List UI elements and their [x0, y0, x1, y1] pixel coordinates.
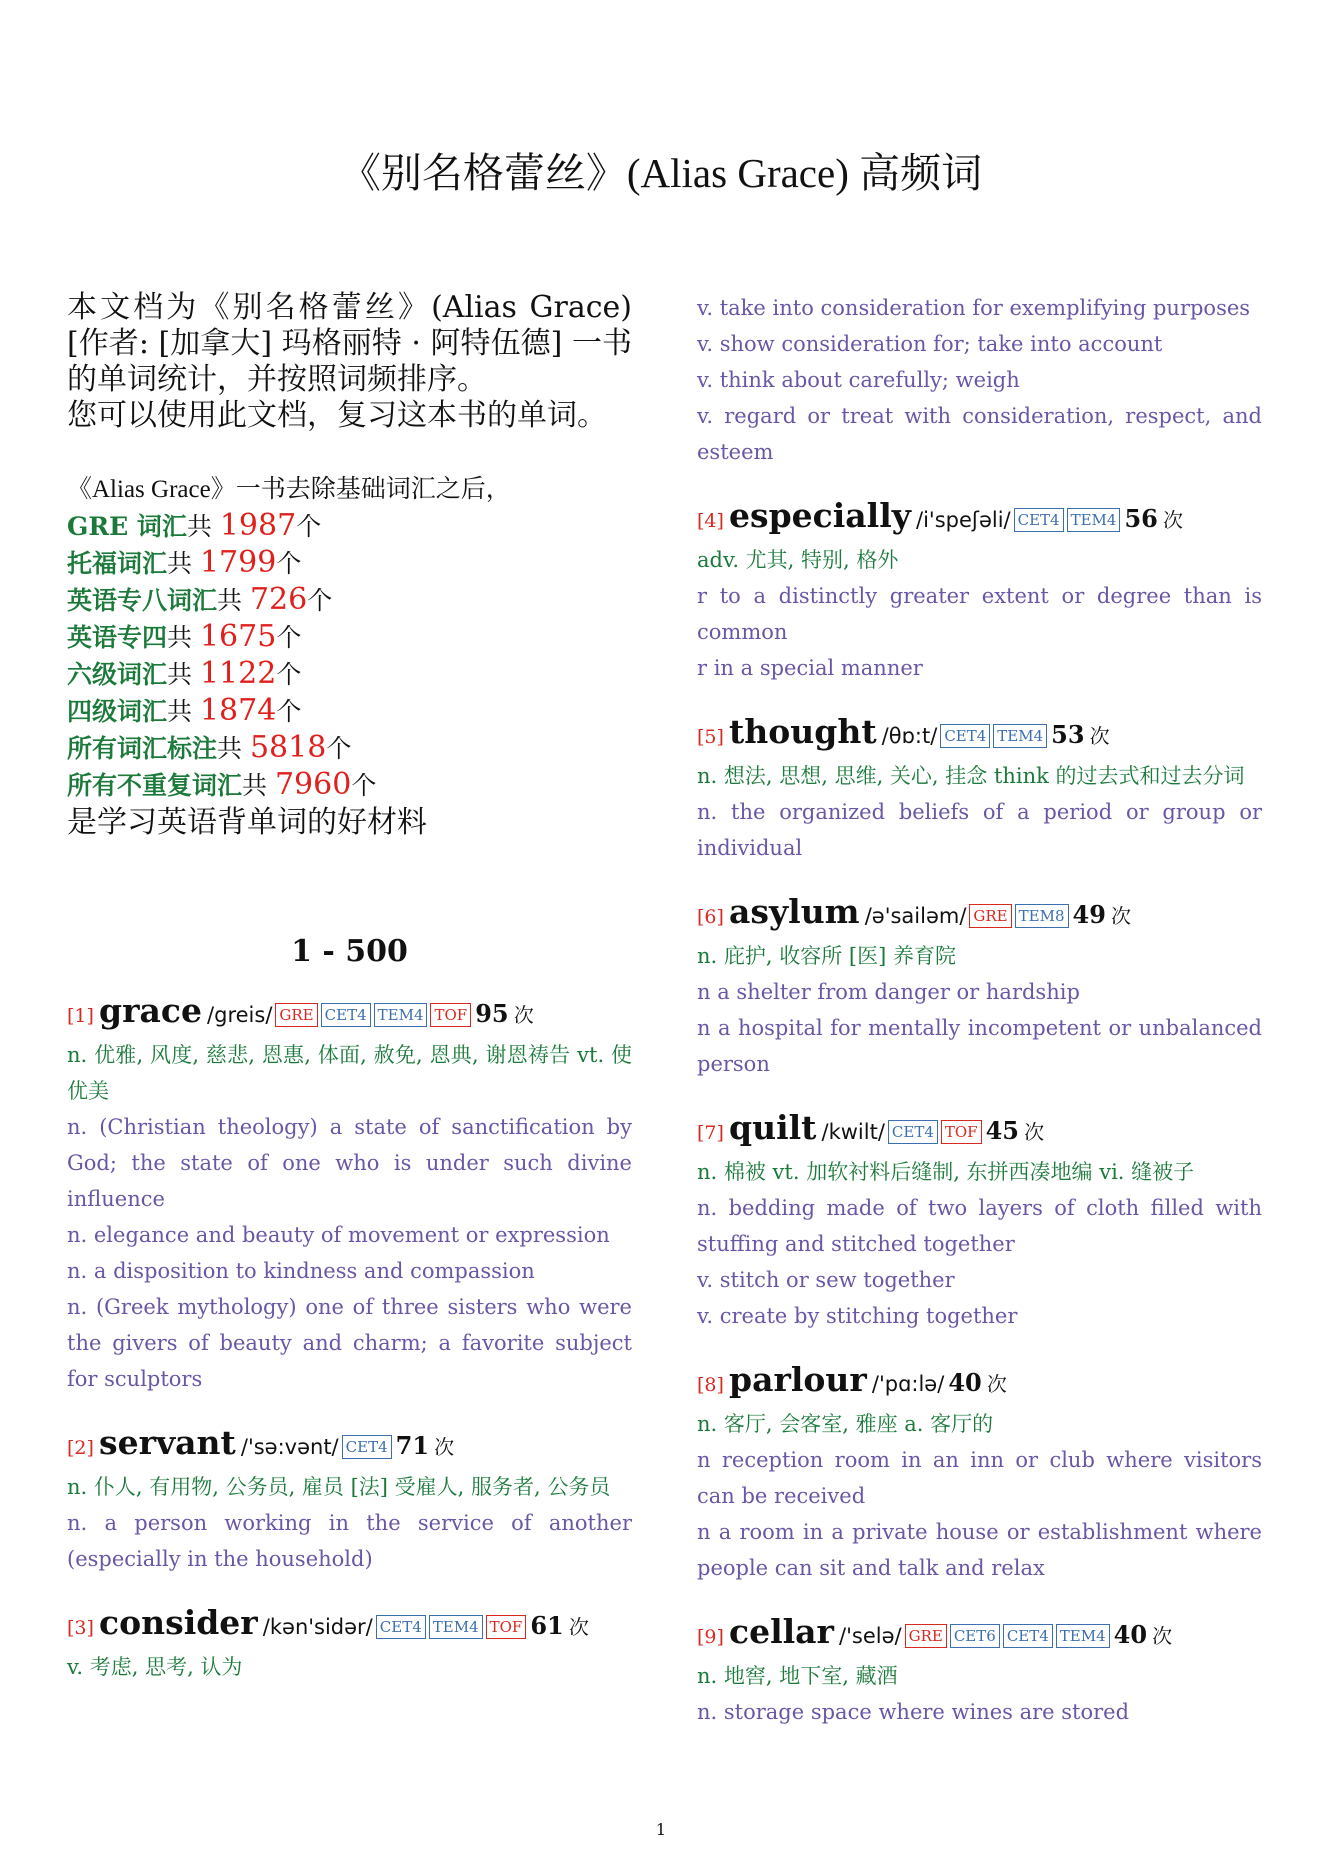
tag-badge: CET4	[376, 1615, 426, 1639]
stat-row	[67, 619, 632, 656]
headword: servant	[99, 1423, 236, 1462]
english-definition: n a shelter from danger or hardship	[697, 980, 1080, 1004]
phonetic: /i'speʃəli/	[916, 508, 1011, 532]
tag-badge: GRE	[905, 1624, 947, 1648]
stat-count: 1987	[219, 508, 297, 543]
entry-number: [4]	[697, 510, 724, 532]
stat-count: 1799	[199, 545, 277, 580]
stat-count: 1874	[199, 693, 277, 728]
headword: asylum	[729, 892, 860, 931]
stat-count: 726	[249, 582, 308, 617]
tag-badge: CET6	[950, 1624, 1000, 1648]
stat-label: 所有不重复词汇	[67, 771, 243, 800]
count-suffix: 次	[568, 1615, 589, 1639]
word-entry	[697, 712, 1262, 866]
stat-row	[67, 767, 632, 804]
right-entries	[697, 496, 1262, 1730]
entry-head	[697, 496, 1262, 542]
stat-unit: 个	[296, 512, 322, 541]
count-suffix: 次	[513, 1003, 534, 1027]
count-suffix: 次	[1111, 904, 1131, 928]
stat-label: 六级词汇	[67, 660, 168, 689]
stat-mid: 共	[167, 623, 200, 652]
tag-badge: GRE	[969, 904, 1011, 928]
phonetic: /kən'sidər/	[262, 1615, 373, 1639]
stat-row	[67, 582, 632, 619]
english-definition: n. a person working in the service of another (especially in the household)	[67, 1511, 632, 1571]
stat-mid: 共	[167, 660, 200, 689]
stats-block	[67, 472, 632, 842]
count-suffix: 次	[1162, 508, 1183, 532]
stat-mid: 共	[167, 549, 200, 578]
consider-continued	[697, 290, 1262, 470]
english-definition: v. show consideration for; take into account	[697, 332, 1163, 356]
chinese-definition: n. 地窖, 地下室, 藏酒	[697, 1664, 898, 1688]
page-number: 1	[655, 1820, 667, 1839]
chinese-definition: n. 优雅, 风度, 慈悲, 恩惠, 体面, 赦免, 恩典, 谢恩祷告 vt. 使优美	[67, 1043, 632, 1103]
phonetic: /'selə/	[839, 1624, 902, 1648]
frequency-count: 53	[1051, 720, 1085, 749]
entry-number: [8]	[697, 1374, 724, 1396]
count-suffix: 次	[1152, 1624, 1173, 1648]
entry-number: [1]	[67, 1005, 94, 1027]
english-definition: n a room in a private house or establishment where people can sit and talk and relax	[697, 1520, 1262, 1580]
stat-row	[67, 656, 632, 693]
tag-badge: GRE	[275, 1003, 317, 1027]
chinese-definition: adv. 尤其, 特别, 格外	[697, 548, 899, 572]
word-entry	[67, 1603, 632, 1685]
word-entry	[697, 1360, 1262, 1586]
headword: especially	[729, 496, 911, 535]
range-heading: 1 - 500	[291, 934, 408, 969]
stat-count: 5818	[249, 730, 327, 765]
tag-badge: TEM4	[1067, 508, 1121, 532]
right-column	[697, 290, 1262, 1756]
word-entry	[697, 1108, 1262, 1334]
frequency-count: 71	[395, 1431, 430, 1460]
tag-badge: CET4	[940, 724, 990, 748]
stat-label: 托福词汇	[67, 549, 168, 578]
page-title: 《别名格蕾丝》(Alias Grace) 高频词	[339, 150, 983, 196]
count-suffix: 次	[1089, 724, 1110, 748]
phonetic: /ə'sailəm/	[864, 904, 967, 928]
entry-number: [3]	[67, 1617, 94, 1639]
phonetic: /θɒ:t/	[881, 724, 938, 748]
entry-number: [9]	[697, 1626, 724, 1648]
frequency-count: 95	[475, 999, 509, 1028]
entry-number: [2]	[67, 1437, 94, 1459]
english-definition: r to a distinctly greater extent or degree than is common	[697, 584, 1262, 644]
entry-number: [7]	[697, 1122, 724, 1144]
stat-unit: 个	[307, 586, 333, 615]
stat-mid: 共	[242, 771, 275, 800]
stat-row	[67, 730, 632, 767]
left-entries	[67, 991, 632, 1685]
entry-head	[697, 1108, 1262, 1154]
phonetic: /greis/	[207, 1003, 273, 1027]
english-definition: n. a disposition to kindness and compassion	[67, 1259, 535, 1283]
stat-mid: 共	[217, 734, 250, 763]
english-definition: r in a special manner	[697, 656, 923, 680]
english-definition: n. the organized beliefs of a period or group or individual	[697, 800, 1262, 860]
stat-unit: 个	[276, 660, 302, 689]
stat-label: 四级词汇	[67, 697, 168, 726]
frequency-count: 49	[1072, 900, 1106, 929]
stat-unit: 个	[351, 771, 377, 800]
english-definition: n a hospital for mentally incompetent or unbalanced person	[697, 1016, 1262, 1076]
entry-head	[67, 991, 632, 1037]
stat-count: 1122	[199, 656, 277, 691]
word-entry	[67, 1423, 632, 1577]
english-definition: v. regard or treat with consideration, respect, and esteem	[697, 404, 1262, 464]
headword: parlour	[729, 1360, 867, 1399]
stat-row	[67, 545, 632, 582]
word-entry	[697, 892, 1262, 1082]
tag-badge: CET4	[342, 1435, 392, 1459]
stat-row	[67, 508, 632, 545]
tag-badge: TEM4	[1056, 1624, 1110, 1648]
frequency-count: 56	[1124, 504, 1158, 533]
stat-label: 英语专四	[67, 623, 168, 652]
tag-badge: CET4	[1003, 1624, 1053, 1648]
entry-head	[697, 892, 1262, 938]
stat-count: 7960	[274, 767, 352, 802]
english-definition: v. take into consideration for exemplifying purposes	[697, 296, 1251, 320]
headword: grace	[99, 991, 202, 1030]
stat-label: 所有词汇标注	[67, 734, 218, 763]
english-definition: v. stitch or sew together	[697, 1268, 955, 1292]
phonetic: /kwilt/	[821, 1120, 885, 1144]
tag-badge: TOF	[941, 1120, 982, 1144]
entry-head	[697, 1612, 1262, 1658]
left-column	[67, 290, 632, 1711]
chinese-definition: n. 想法, 思想, 思维, 关心, 挂念 think 的过去式和过去分词	[697, 764, 1245, 788]
word-entry	[697, 1612, 1262, 1730]
english-definition: n. elegance and beauty of movement or expression	[67, 1223, 610, 1247]
tag-badge: TEM4	[429, 1615, 483, 1639]
stat-unit: 个	[276, 623, 302, 652]
chinese-definition: n. 客厅, 会客室, 雅座 a. 客厅的	[697, 1412, 994, 1436]
count-suffix: 次	[986, 1372, 1007, 1396]
tag-badge: TEM8	[1015, 904, 1069, 928]
english-definition: v. think about carefully; weigh	[697, 368, 1020, 392]
intro-text: 本文档为《别名格蕾丝》(Alias Grace)[作者: [加拿大] 玛格丽特 · 阿特伍德] 一书的单词统计，并按照词频排序。	[67, 290, 632, 397]
stat-label: 英语专八词汇	[67, 586, 218, 615]
phonetic: /'pɑ:lə/	[871, 1372, 945, 1396]
english-definition: n reception room in an inn or club where visitors can be received	[697, 1448, 1262, 1508]
word-entry	[697, 496, 1262, 686]
stat-row	[67, 693, 632, 730]
word-entry	[67, 991, 632, 1397]
tag-badge: CET4	[321, 1003, 371, 1027]
chinese-definition: n. 仆人, 有用物, 公务员, 雇员 [法] 受雇人, 服务者, 公务员	[67, 1475, 611, 1499]
entry-number: [5]	[697, 726, 724, 748]
tag-badge: CET4	[888, 1120, 938, 1144]
headword: thought	[729, 712, 877, 751]
chinese-definition: n. 棉被 vt. 加软衬料后缝制, 东拼西凑地编 vi. 缝被子	[697, 1160, 1195, 1184]
entry-head	[67, 1603, 632, 1649]
stat-label: GRE 词汇	[67, 512, 187, 541]
tag-badge: TOF	[430, 1003, 471, 1027]
chinese-definition: v. 考虑, 思考, 认为	[67, 1655, 243, 1679]
stat-mid: 共	[167, 697, 200, 726]
tag-badge: TOF	[486, 1615, 527, 1639]
stat-mid: 共	[186, 512, 220, 541]
english-definition: v. create by stitching together	[697, 1304, 1018, 1328]
count-suffix: 次	[434, 1435, 455, 1459]
entry-head	[67, 1423, 632, 1469]
frequency-count: 45	[985, 1116, 1019, 1145]
entry-number: [6]	[697, 906, 724, 928]
intro-text-2: 您可以使用此文档，复习这本书的单词。	[67, 398, 607, 433]
frequency-count: 40	[1113, 1620, 1148, 1649]
stat-count: 1675	[199, 619, 277, 654]
count-suffix: 次	[1024, 1120, 1045, 1144]
english-definition: n. (Christian theology) a state of sanctification by God; the state of one who is under such divine influence	[67, 1115, 632, 1211]
stat-unit: 个	[276, 697, 302, 726]
phonetic: /'sə:vənt/	[240, 1435, 339, 1459]
entry-head	[697, 712, 1262, 758]
english-definition: n. bedding made of two layers of cloth filled with stuffing and stitched together	[697, 1196, 1262, 1256]
frequency-count: 40	[948, 1368, 982, 1397]
tag-badge: CET4	[1014, 508, 1064, 532]
entry-head	[697, 1360, 1262, 1406]
headword: quilt	[729, 1108, 817, 1147]
headword: consider	[99, 1603, 258, 1642]
headword: cellar	[729, 1612, 834, 1651]
english-definition: n. (Greek mythology) one of three sisters who were the givers of beauty and charm; a favorite subject for sculptors	[67, 1295, 632, 1391]
stat-unit: 个	[326, 734, 352, 763]
stat-unit: 个	[276, 549, 302, 578]
stats-list	[67, 508, 632, 804]
stats-footer: 是学习英语背单词的好材料	[67, 805, 427, 840]
english-definition: n. storage space where wines are stored	[697, 1700, 1130, 1724]
tag-badge: TEM4	[374, 1003, 428, 1027]
frequency-count: 61	[530, 1611, 564, 1640]
stat-mid: 共	[217, 586, 250, 615]
chinese-definition: n. 庇护, 收容所 [医] 养育院	[697, 944, 956, 968]
stats-heading: 《Alias Grace》一书去除基础词汇之后，	[67, 476, 511, 503]
tag-badge: TEM4	[993, 724, 1047, 748]
